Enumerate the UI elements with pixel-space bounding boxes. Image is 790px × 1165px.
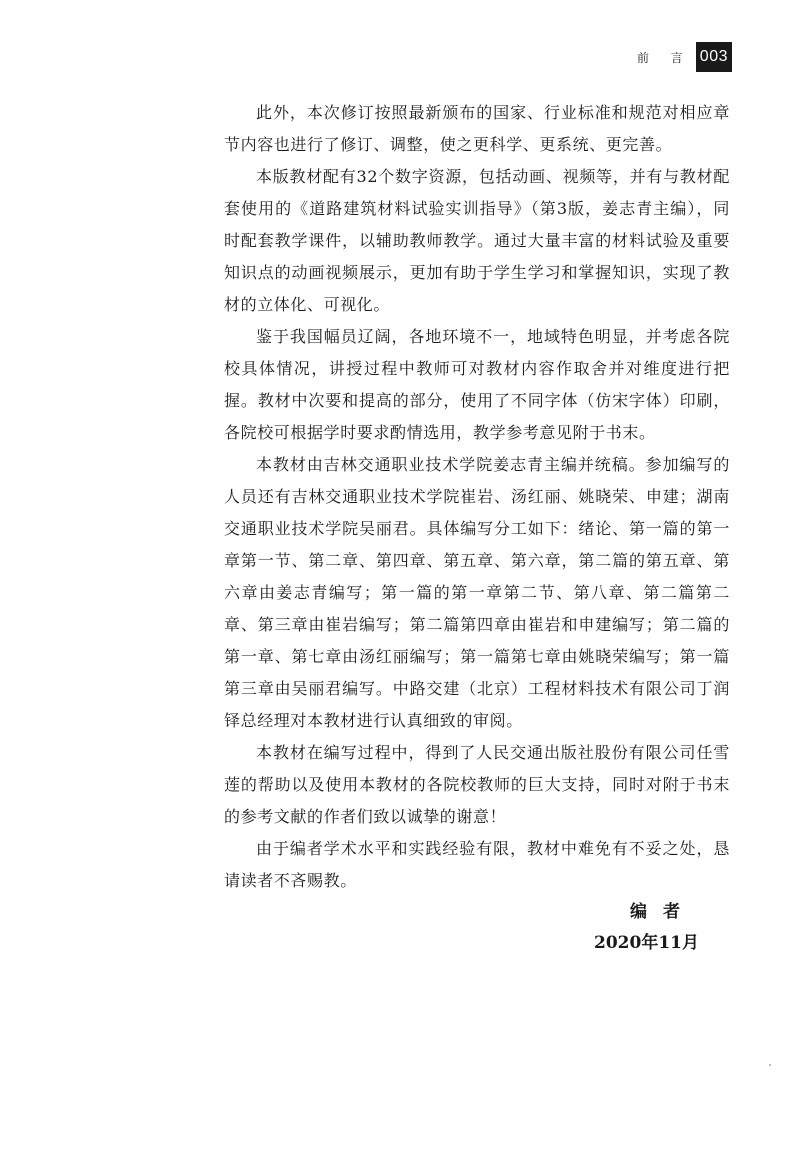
signature-editor: 编者: [630, 902, 696, 922]
paragraph-authors: 本教材由吉林交通职业技术学院姜志青主编并统稿。参加编写的人员还有吉林交通职业技术学院崔岩、汤红丽、姚晓荣、申建；湖南交通职业技术学院吴丽君。具体编写分工如下：绪论、第一篇的第一章第一节、第二章、第四章、第五章、第六章，第二篇的第五章、第六章由姜志青编写；第一篇的第一章第二节、第八章、第二篇第二章、第三章由崔岩编写；第二篇第四章由崔岩和申建编写；第二篇的第一章、第七章由汤红丽编写；第一篇第七章由姚晓荣编写；第一篇第三章由吴丽君编写。中路交建（北京）工程材料技术有限公司丁润铎总经理对本教材进行认真细致的审阅。: [224, 455, 730, 730]
paragraph-teaching-guidance: 鉴于我国幅员辽阔，各地环境不一，地域特色明显，并考虑各院校具体情况，讲授过程中教师可对教材内容作取舍并对维度进行把握。教材中次要和提高的部分，使用了不同字体（仿宋字体）印刷，各院校可根据学时要求酌情选用，教学参考意见附于书末。: [224, 327, 730, 442]
signature-date: 2020年11月: [594, 933, 699, 953]
running-header: [637, 42, 732, 72]
page-number: 003: [696, 42, 732, 72]
scan-speck: [769, 1064, 771, 1066]
paragraph-digital-resources: 本版教材配有32个数字资源，包括动画、视频等，并有与教材配套使用的《道路建筑材料试验实训指导》（第3版，姜志青主编），同时配套教学课件，以辅助教师教学。通过大量丰富的材料试验及重要知识点的动画视频展示，更加有助于学生学习和掌握知识，实现了教材的立体化、可视化。: [224, 167, 730, 314]
preface-body: [224, 97, 730, 897]
signature-block: [590, 897, 720, 927]
paragraph-acknowledgements: 本教材在编写过程中，得到了人民交通出版社股份有限公司任雪莲的帮助以及使用本教材的各院校教师的巨大支持，同时对附于书末的参考文献的作者们致以诚挚的谢意！: [224, 743, 730, 826]
paragraph-closing: 由于编者学术水平和实践经验有限，教材中难免有不妥之处，恳请读者不吝赐教。: [224, 839, 730, 890]
paragraph-revision: 此外，本次修订按照最新颁布的国家、行业标准和规范对相应章节内容也进行了修订、调整，使之更科学、更系统、更完善。: [224, 103, 730, 154]
header-title: 前 言: [636, 50, 692, 65]
